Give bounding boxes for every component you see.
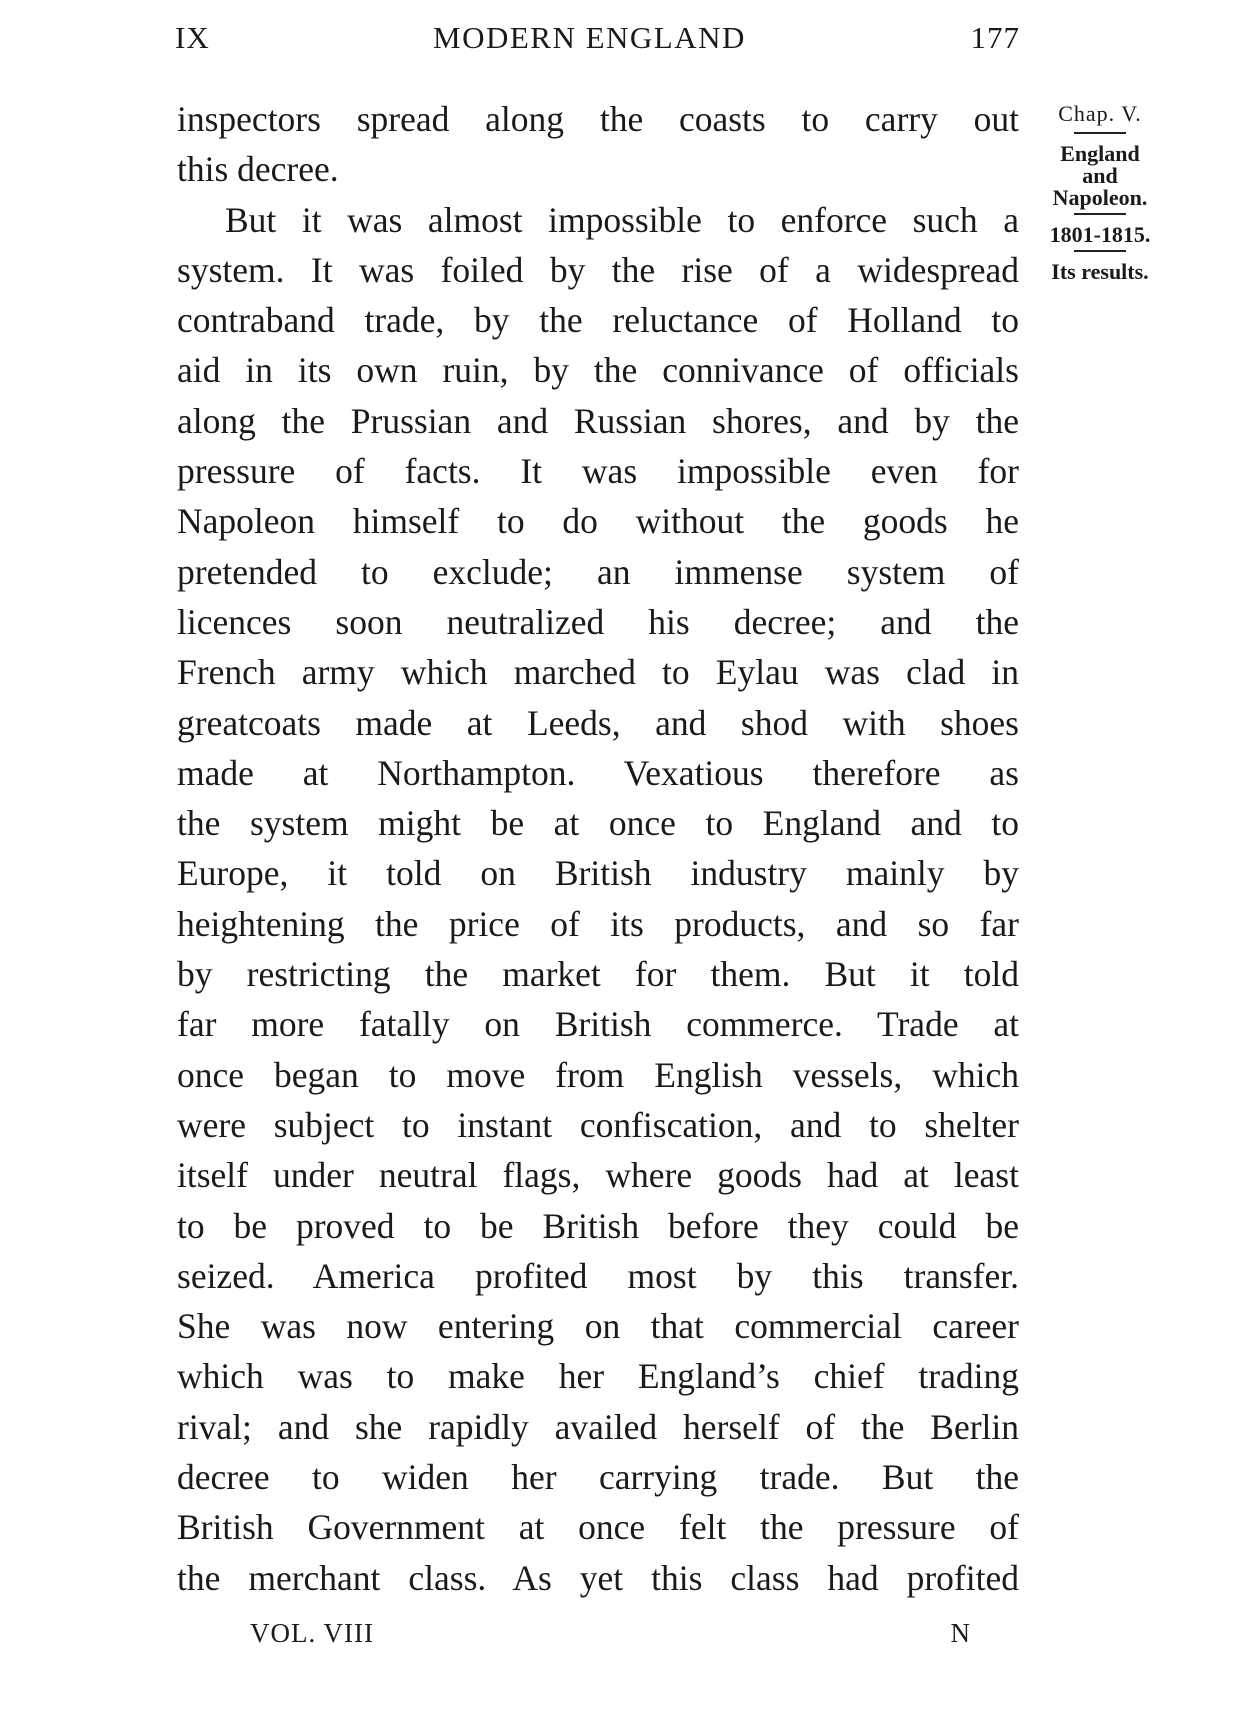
text-line: along the Prussian and Russian shores, and by the — [177, 400, 1019, 441]
page-number: 177 — [970, 20, 1020, 55]
text-line: to be proved to be British before they could be — [177, 1205, 1019, 1246]
text-line: licences soon neutralized his decree; and the — [177, 601, 1019, 642]
text-line: far more fatally on British commerce. Trade at — [177, 1004, 1019, 1045]
margin-rule — [1074, 250, 1126, 252]
text-line: heightening the price of its products, and so far — [177, 903, 1019, 944]
margin-rule — [1074, 132, 1126, 134]
text-line: were subject to instant confiscation, and to shelter — [177, 1104, 1019, 1145]
margin-chapter-label: Chap. V. — [1058, 101, 1142, 126]
text-line: made at Northampton. Vexatious therefore as — [177, 752, 1019, 793]
text-line: British Government at once felt the pressure of — [177, 1507, 1019, 1548]
text-line: inspectors spread along the coasts to carry out — [177, 99, 1019, 139]
text-line: system. It was foiled by the rise of a widespread — [177, 249, 1019, 290]
text-line: decree to widen her carrying trade. But the — [177, 1457, 1019, 1498]
text-line: this decree. — [177, 149, 339, 190]
margin-topic-line: and — [1082, 163, 1118, 188]
text-line: But it was almost impossible to enforce such a — [225, 199, 1019, 240]
text-line: the merchant class. As yet this class had profited — [177, 1557, 1019, 1598]
margin-notes — [1030, 102, 1170, 284]
margin-topic-line: Napoleon. — [1052, 185, 1148, 210]
text-line: the system might be at once to England and to — [177, 803, 1019, 844]
text-line: which was to make her England’s chief trading — [177, 1356, 1019, 1397]
margin-dates: 1801-1815. — [1049, 222, 1151, 247]
text-line: itself under neutral flags, where goods had at least — [177, 1155, 1019, 1196]
text-line: rival; and she rapidly availed herself of the Berlin — [177, 1406, 1019, 1447]
margin-rule — [1074, 213, 1126, 215]
text-line: pressure of facts. It was impossible even for — [177, 451, 1019, 492]
text-line: French army which marched to Eylau was clad in — [177, 652, 1019, 693]
margin-subtopic: Its results. — [1051, 259, 1149, 284]
body-text — [177, 94, 1019, 1603]
text-line: contraband trade, by the reluctance of Holland to — [177, 300, 1019, 341]
text-line: pretended to exclude; an immense system of — [177, 551, 1019, 592]
margin-topic-line: England — [1060, 141, 1140, 166]
chapter-roman-numeral: IX — [175, 20, 210, 55]
signature-mark: N — [950, 1618, 970, 1648]
running-header — [175, 20, 1020, 60]
text-line: aid in its own ruin, by the connivance of officials — [177, 350, 1019, 391]
text-line: by restricting the market for them. But it told — [177, 954, 1019, 995]
text-line: greatcoats made at Leeds, and shod with shoes — [177, 702, 1019, 743]
text-line: Europe, it told on British industry mainly by — [177, 853, 1019, 894]
volume-label: VOL. VIII — [250, 1618, 374, 1648]
text-line: Napoleon himself to do without the goods he — [177, 501, 1019, 542]
text-line: once began to move from English vessels, which — [177, 1054, 1019, 1095]
text-line: She was now entering on that commercial career — [177, 1306, 1019, 1347]
text-line: seized. America profited most by this transfer. — [177, 1255, 1019, 1296]
page-footer — [250, 1618, 970, 1658]
book-title: MODERN ENGLAND — [433, 20, 746, 55]
